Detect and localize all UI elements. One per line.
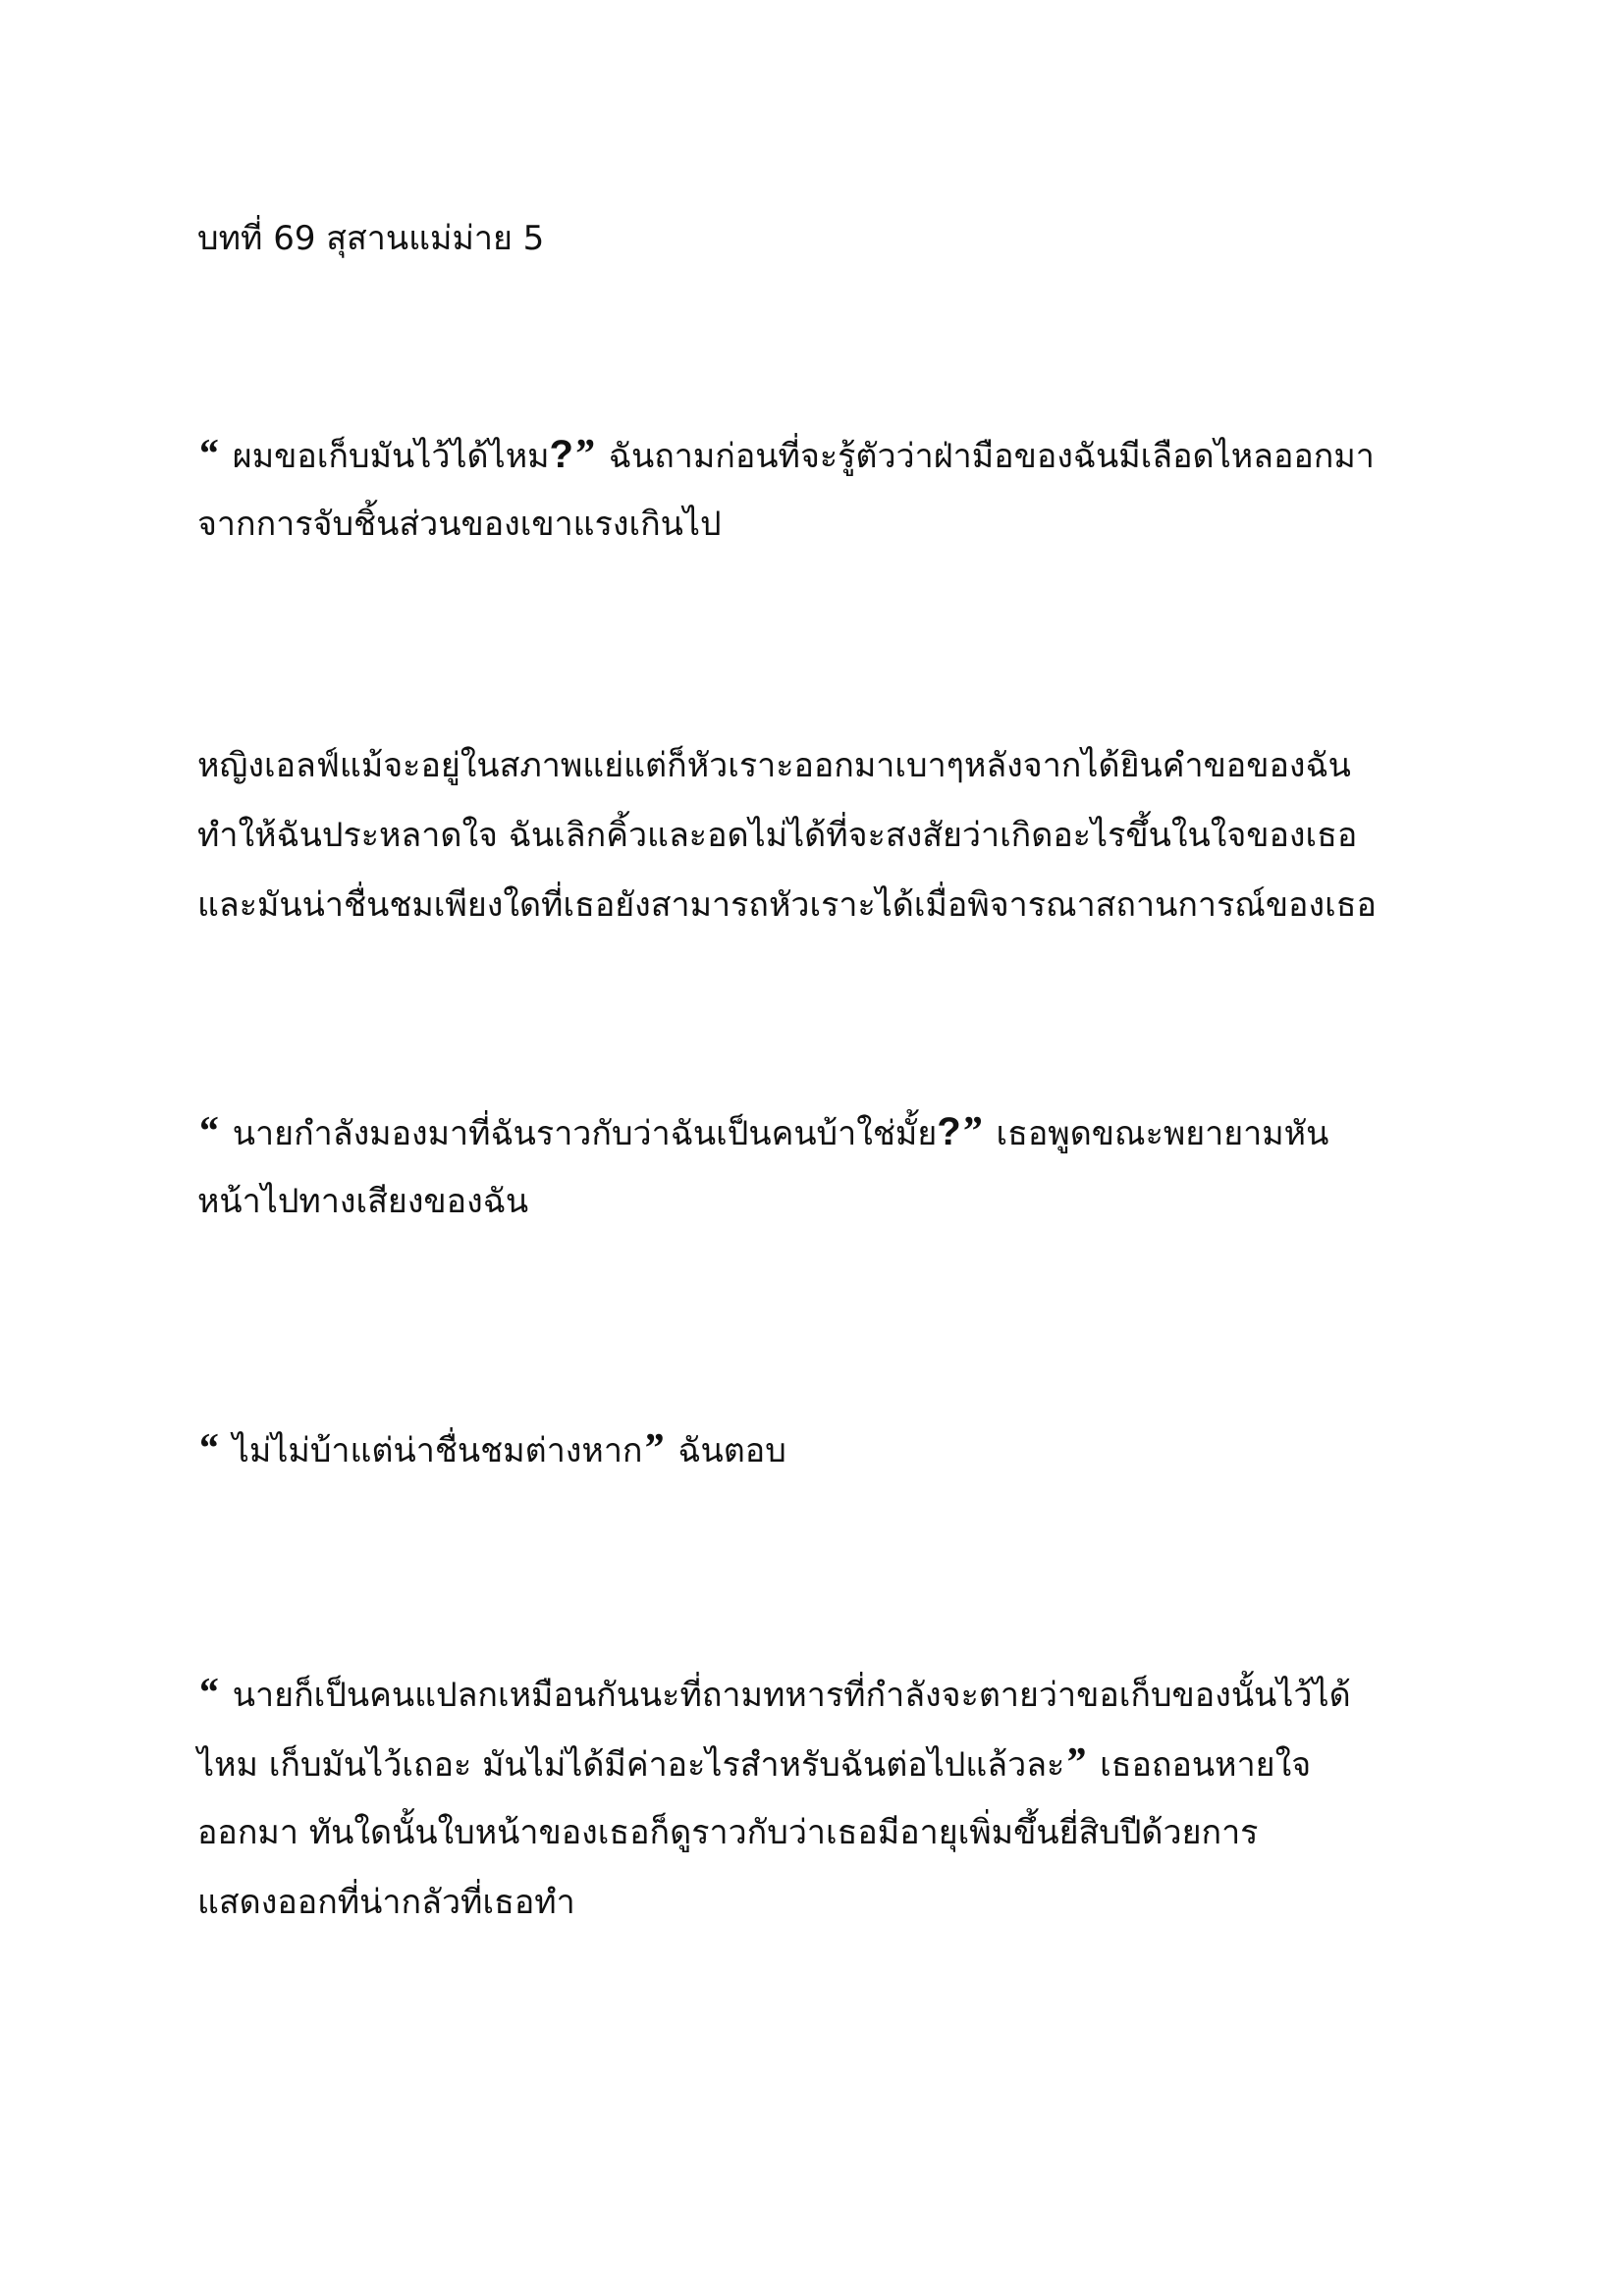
paragraph-2 [197,731,1435,940]
open-quote: “ [197,432,218,477]
close-quote: ” [960,1109,982,1154]
paragraph-line: ทำให้ฉันประหลาดใจ ฉันเลิกคิ้วและอดไม่ได้ที่จะสงสัยว่าเกิดอะไรขึ้นในใจของเธอ [197,816,1358,855]
paragraph-line [197,420,1435,490]
question-mark: ? [937,1110,961,1153]
dialogue-text: นายกำลังมองมาที่ฉันราวกับว่าฉันเป็นคนบ้าใช่มั้ย [222,1114,938,1153]
narration-text: เธอพูดขณะพยายามหัน [985,1114,1329,1153]
close-quote: ” [572,432,594,477]
paragraph-line: หญิงเอลฟ์แม้จะอยู่ในสภาพแย่แต่ก็หัวเราะออกมาเบาๆหลังจากได้ยินคำขอของฉัน [197,746,1351,785]
paragraph-line [197,1415,1435,1484]
narration-text: ฉันถามก่อนที่จะรู้ตัวว่าฝ่ามือของฉันมีเลือดไหลออกมา [597,437,1375,476]
dialogue-text: ไม่ไม่บ้าแต่น่าชื่นชมต่างหาก [222,1431,643,1470]
close-quote: ” [642,1426,664,1471]
paragraph-line [197,1097,1435,1167]
dialogue-text: นายก็เป็นคนแปลกเหมือนกันนะที่ถามทหารที่กำลังจะตายว่าขอเก็บของนั้นไว้ได้ [222,1676,1351,1715]
open-quote: “ [197,1109,218,1154]
paragraph-5 [197,1659,1435,1938]
dialogue-text: ผมขอเก็บมันไว้ได้ไหม [222,437,550,476]
paragraph-line [197,1729,1435,1798]
paragraph-line: ออกมา ทันใดนั้นใบหน้าของเธอก็ดูราวกับว่าเธอมีอายุเพิ่มขึ้นยี่สิบปีด้วยการ [197,1813,1259,1852]
paragraph-line [197,1659,1435,1729]
paragraph-3 [197,1097,1435,1237]
paragraph-line: จากการจับชิ้นส่วนของเขาแรงเกินไป [197,505,722,544]
question-mark: ? [549,433,573,476]
close-quote: ” [1064,1740,1086,1786]
paragraph-line: หน้าไปทางเสียงของฉัน [197,1182,529,1221]
paragraph-4 [197,1415,1435,1484]
paragraph-1 [197,420,1435,560]
chapter-title: บทที่ 69 สุสานแม่ม่าย 5 [197,219,545,258]
dialogue-text: ไหม เก็บมันไว้เถอะ มันไม่ได้มีค่าอะไรสำหรับฉันต่อไปแล้วละ [197,1745,1065,1785]
open-quote: “ [197,1426,218,1471]
narration-text: ฉันตอบ [667,1431,786,1470]
paragraph-line: แสดงออกที่น่ากลัวที่เธอทำ [197,1883,575,1922]
open-quote: “ [197,1671,218,1716]
chapter-heading [197,204,1435,274]
paragraph-line: และมันน่าชื่นชมเพียงใดที่เธอยังสามารถหัวเราะได้เมื่อพิจารณาสถานการณ์ของเธอ [197,885,1377,925]
narration-text: เธอถอนหายใจ [1089,1745,1312,1785]
